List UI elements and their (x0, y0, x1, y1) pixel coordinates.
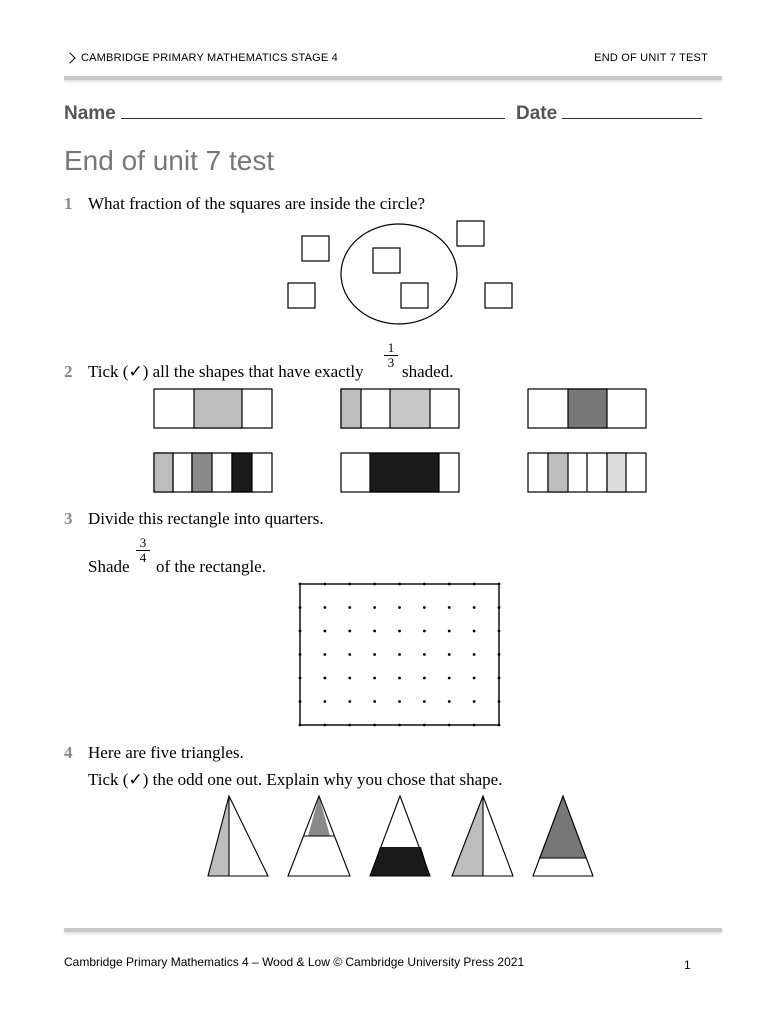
grid-dot (423, 700, 426, 703)
grid-dot (498, 630, 501, 633)
grid-dot (473, 630, 476, 633)
grid-dot (498, 583, 501, 586)
grid-dot (373, 724, 376, 727)
q1-diagram (284, 216, 516, 328)
q4-triangle-4[interactable] (452, 796, 513, 876)
question-4-number: 4 (64, 743, 73, 762)
grid-dot (348, 724, 351, 727)
grid-dot (373, 630, 376, 633)
grid-dot (373, 653, 376, 656)
grid-dot (323, 606, 326, 609)
grid-dot (448, 606, 451, 609)
grid-dot (398, 630, 401, 633)
header-left-text: CAMBRIDGE PRIMARY MATHEMATICS STAGE 4 (81, 52, 338, 64)
header-rule (64, 76, 722, 80)
q2-shape-3[interactable] (528, 389, 646, 428)
question-2-text-after: shaded. (402, 362, 454, 381)
grid-dot (299, 583, 302, 586)
q4-triangle-3[interactable] (370, 796, 430, 876)
q2-fraction-numerator: 1 (387, 340, 395, 355)
date-field[interactable] (562, 104, 702, 119)
grid-dot (299, 700, 302, 703)
grid-dot (448, 700, 451, 703)
grid-dot (299, 653, 302, 656)
name-field[interactable] (121, 104, 505, 119)
question-3-line-2-after: of the rectangle. (156, 557, 266, 576)
grid-dot (348, 630, 351, 633)
q3-fraction-numerator: 3 (139, 535, 147, 550)
question-3-line-1: Divide this rectangle into quarters. (88, 509, 324, 528)
grid-dot (473, 700, 476, 703)
grid-dot (348, 653, 351, 656)
question-4-line-2: Tick (✓) the odd one out. Explain why you chose that shape. (88, 770, 503, 789)
grid-dot (323, 630, 326, 633)
grid-dot (373, 677, 376, 680)
q2-fraction (384, 341, 398, 370)
grid-dot (498, 677, 501, 680)
q1-square (401, 283, 428, 308)
q1-square (288, 283, 315, 308)
grid-dot (348, 583, 351, 586)
grid-dot (348, 677, 351, 680)
chevron-right-icon (64, 52, 75, 63)
q3-fraction-denominator: 4 (136, 550, 150, 565)
grid-dot (498, 724, 501, 727)
question-2-text: Tick (✓) all the shapes that have exactly (88, 362, 364, 381)
grid-dot (323, 653, 326, 656)
grid-dot (473, 653, 476, 656)
q1-square (457, 221, 484, 246)
grid-dot (448, 677, 451, 680)
grid-dot (473, 606, 476, 609)
grid-dot (423, 653, 426, 656)
page-title: End of unit 7 test (64, 145, 275, 176)
q2-shape-1[interactable] (154, 389, 272, 428)
q2-shape-2[interactable] (341, 389, 459, 428)
grid-dot (498, 700, 501, 703)
q4-triangle-5[interactable] (533, 796, 593, 876)
grid-dot (323, 700, 326, 703)
grid-dot (448, 630, 451, 633)
q1-square (485, 283, 512, 308)
q3-dot-grid[interactable] (296, 580, 504, 730)
grid-dot (423, 677, 426, 680)
grid-dot (299, 677, 302, 680)
question-2-number: 2 (64, 362, 73, 381)
grid-dot (498, 653, 501, 656)
grid-dot (473, 583, 476, 586)
question-1-text: What fraction of the squares are inside the circle? (88, 194, 426, 213)
grid-dot (448, 583, 451, 586)
grid-dot (299, 606, 302, 609)
grid-dot (323, 677, 326, 680)
grid-dot (299, 724, 302, 727)
grid-dot (373, 606, 376, 609)
q4-triangles (200, 792, 600, 880)
grid-dot (398, 700, 401, 703)
q3-fraction (136, 536, 150, 565)
grid-dot (398, 653, 401, 656)
grid-dot (373, 583, 376, 586)
q1-square (302, 236, 329, 261)
grid-dot (398, 724, 401, 727)
grid-dot (448, 724, 451, 727)
grid-dot (373, 700, 376, 703)
grid-dot (473, 677, 476, 680)
grid-dot (423, 583, 426, 586)
footer-credit: Cambridge Primary Mathematics 4 – Wood & Low © Cambridge University Press 2021 (64, 955, 525, 969)
grid-dot (398, 583, 401, 586)
grid-dot (423, 630, 426, 633)
q2-shape-4[interactable] (154, 453, 272, 492)
q4-triangle-1[interactable] (208, 796, 268, 876)
date-label: Date (516, 103, 558, 124)
q4-triangle-2[interactable] (288, 796, 350, 876)
q1-square (373, 248, 400, 273)
grid-dot (498, 606, 501, 609)
grid-dot (323, 724, 326, 727)
grid-dot (323, 583, 326, 586)
page-number: 1 (684, 958, 691, 972)
grid-dot (423, 606, 426, 609)
header-left (66, 52, 338, 64)
grid-dot (448, 653, 451, 656)
question-3-number: 3 (64, 509, 73, 528)
q2-shape-5[interactable] (341, 453, 459, 492)
q2-shape-6[interactable] (528, 453, 646, 492)
q2-shapes (150, 386, 650, 496)
grid-dot (348, 606, 351, 609)
question-3-line-2: Shade (88, 557, 130, 576)
name-row (64, 103, 505, 125)
date-row (516, 103, 702, 125)
grid-dot (348, 700, 351, 703)
grid-dot (423, 724, 426, 727)
grid-dot (299, 630, 302, 633)
grid-dot (473, 724, 476, 727)
q2-fraction-denominator: 3 (384, 355, 398, 370)
q1-circle (341, 224, 457, 324)
grid-dot (398, 606, 401, 609)
grid-dot (398, 677, 401, 680)
name-label: Name (64, 103, 116, 124)
question-4-line-1: Here are five triangles. (88, 743, 244, 762)
question-1-number: 1 (64, 194, 73, 213)
footer-rule (64, 928, 722, 932)
header-right-text: END OF UNIT 7 TEST (594, 52, 708, 64)
